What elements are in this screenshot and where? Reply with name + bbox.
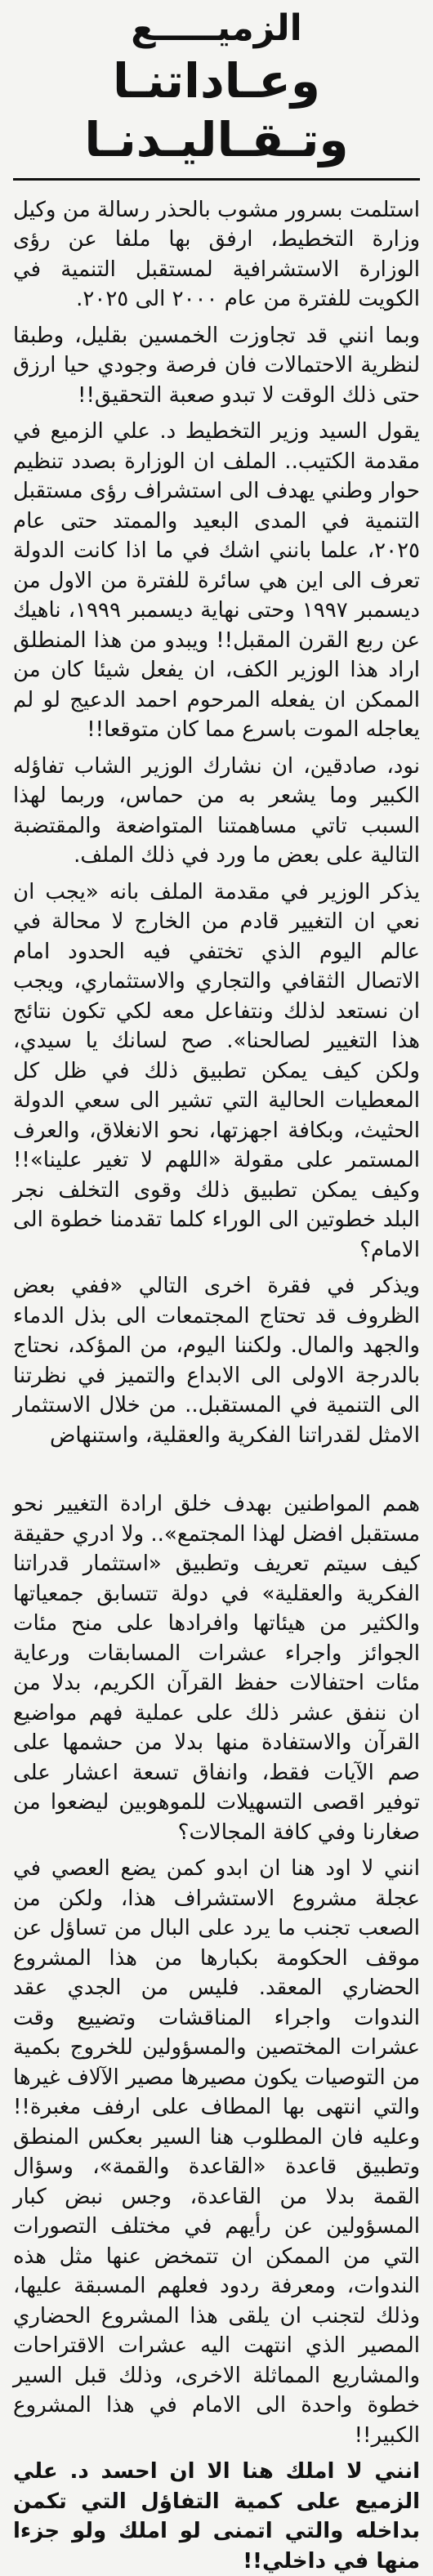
article-body [13,195,420,2576]
headline-divider [13,178,420,181]
headline-subtitle: وعـاداتنـا وتـقـاليـدنـا [84,52,349,168]
paragraph-age: وبما انني قد تجاوزت الخمسين بقليل، وطبقا لنظرية الاحتمالات فان فرصة وجودي حيا ارزق حتى ذلك الوقت لا تبدو صعبة التحقيق!! [13,323,420,408]
paragraph-government: انني لا اود هنا ان ابدو كمن يضع العصي في عجلة مشروع الاستشراف هذا، ولكن من الصعب تجنب ما يرد على البال من تساؤل عن موقف الحكومة بكبارها من هذا المشروع الحضاري المعقد. فليس من الجدي عقد الندوات واجراء المناقشات وتضييع وقت عشرات المختصين والمسؤولين للخروج بكمية من التوصيات يكون مصيرها مصير الآلاف غيرها والتي انتهى بها المطاف على ارفف مغبرة!! وعليه فان المطلوب هنا السير بعكس المنطق وتطبيق قاعدة «القاعدة والقمة»، وسؤال القمة بدلا من القاعدة، وجس نبض كبار المسؤولين عن رأيهم في مختلف التصورات التي من الممكن ان تتمخض عنها مثل هذه الندوات، ومعرفة ردود فعلهم المسبقة عليها، وذلك لتجنب ان يلقى هذا المشروع الحضاري المصير الذي انتهت اليه عشرات الاقتراحات والمشاريع المماثلة الاخرى، وذلك قبل السير خطوة واحدة الى الامام في هذا المشروع الكبير!! [13,1856,420,2448]
headline-title: الزميـــــع [131,7,302,49]
paragraph-minister: يقول السيد وزير التخطيط د. علي الزميع في مقدمة الكتيب.. الملف ان الوزارة بصدد تنظيم حوار وطني يهدف الى استشراف رؤى مستقبل التنمية في المدى البعيد والممتد حتى عام ٢٠٢٥، علما بانني اشك في ما اذا كانت الدولة تعرف الى اين هي سائرة للفترة من الاول من ديسمبر ١٩٩٧ وحتى نهاية ديسمبر ١٩٩٩، ناهيك عن ربع القرن المقبل!! ويبدو من هذا المنطلق اراد هذا الوزير الكف، ان يفعل شيئا كان من الممكن ان يفعله المرحوم احمد الدعيج لو لم يعاجله الموت باسرع مما كان متوقعا!! [13,419,420,743]
paragraph-intro: استلمت بسرور مشوب بالحذر رسالة من وكيل وزارة التخطيط، ارفق بها ملفا عن رؤى الوزارة الاستشرافية لمستقبل التنمية في الكويت للفترة من عام ٢٠٠٠ الى ٢٠٢٥. [13,197,420,312]
column-break [13,1457,420,1489]
paragraph-creativity: ويذكر في فقرة اخرى التالي «ففي بعض الظروف قد تحتاج المجتمعات الى بذل الدماء والجهد والمال. ولكننا اليوم، من المؤكد، نحتاج بالدرجة الاولى الى الابداع والتميز في نظرتنا الى التنمية في المستقبل.. من خلال الاستثمار الامثل لقدراتنا الفكرية والعقلية، واستنهاض [13,1274,420,1448]
paragraph-optimism: نود، صادقين، ان نشارك الوزير الشاب تفاؤله الكبير وما يشعر به من حماس، وربما لهذا السبب تاتي مساهمتنا المتواضعة والمقتضبة التالية على بعض ما ورد في ذلك الملف. [13,753,420,868]
paragraph-change: يذكر الوزير في مقدمة الملف بانه «يجب ان نعي ان التغيير قادم من الخارج لا محالة في عالم اليوم الذي تختفي فيه الحدود امام الاتصال الثقافي والتجاري والاستثماري، ويجب ان نستعد لذلك ونتفاعل معه لكي تكون نتائج هذا التغيير لصالحنا». صح لسانك يا سيدي، ولكن كيف يمكن تطبيق ذلك في ظل كل المعطيات الحالية التي تشير الى سعي الدولة الحثيث، وبكافة اجهزتها، نحو الانغلاق، والعرف المستمر على مقولة «اللهم لا تغير علينا»!! وكيف يمكن تطبيق ذلك وقوى التخلف نجر البلد خطوتين الى الوراء كلما تقدمنا خطوة الى الامام؟ [13,879,420,1262]
paragraph-citizens: همم المواطنين بهدف خلق ارادة التغيير نحو مستقبل افضل لهذا المجتمع».. ولا ادري حقيقة كيف سيتم تعريف وتطبيق «استثمار قدراتنا الفكرية والعقلية» في دولة تتسابق جمعياتها والكثير من هيئاتها وافرادها على منح مئات الجوائز واجراء عشرات المسابقات ورعاية مئات احتفالات حفظ القرآن الكريم، بدلا من ان ننفق عشر ذلك على عملية فهم مواضيع القرآن والاستفادة منها بدلا من حشمها على صم الآيات فقط، وانفاق تسعة اعشار على توفير اقصى التسهيلات للموهوبين ليضعوا من صغارنا وفي كافة المجالات؟ [13,1492,420,1845]
headline [13,8,420,170]
paragraph-closing: انني لا املك هنا الا ان احسد د. علي الزميع على كمية التفاؤل التي تكمن بداخله والتي اتمنى لو املك ولو جزءا منها في داخلي!! [13,2459,420,2574]
